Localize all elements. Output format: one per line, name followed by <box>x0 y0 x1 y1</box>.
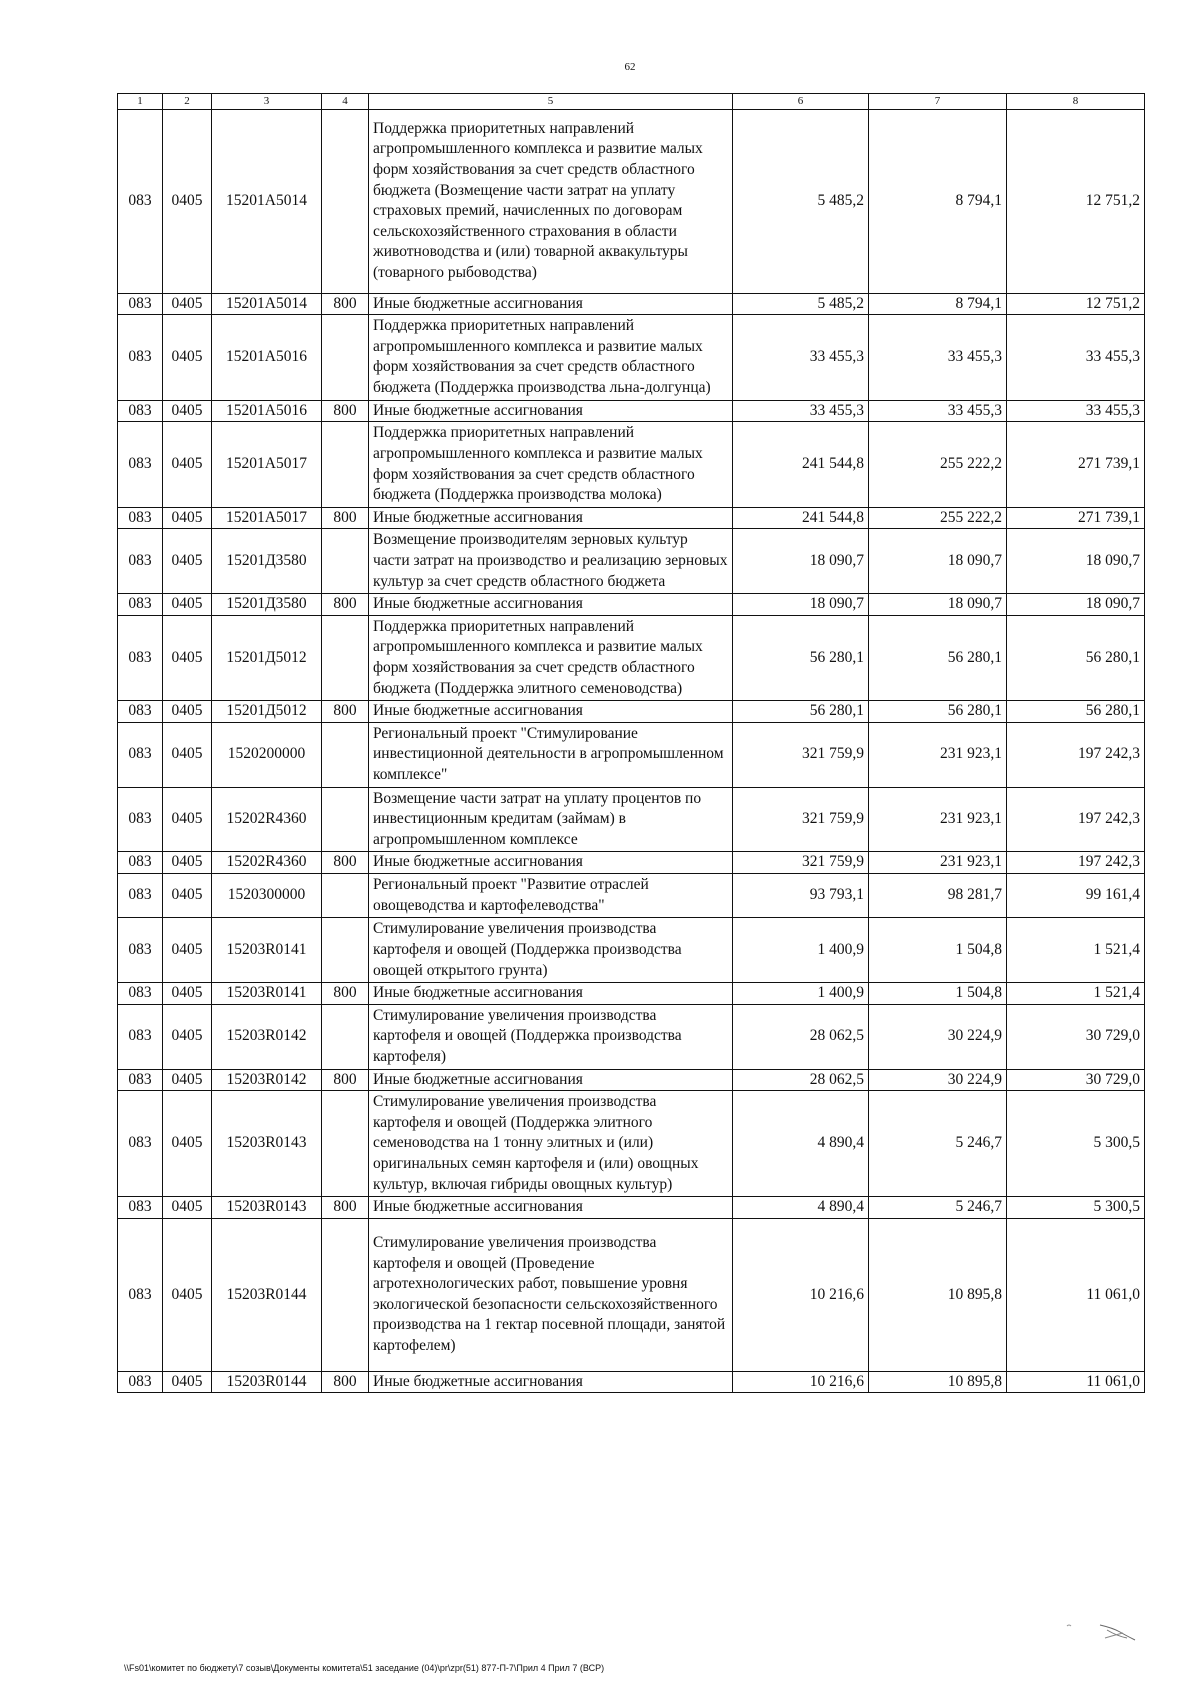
ministry-code: 083 <box>118 983 163 1005</box>
table-row <box>118 874 1145 918</box>
amount-year-3: 56 280,1 <box>1007 701 1145 723</box>
column-header-5: 5 <box>369 94 733 110</box>
section-code: 0405 <box>163 1197 212 1219</box>
expense-type-code: 800 <box>322 1197 369 1219</box>
amount-year-1: 321 759,9 <box>733 722 869 787</box>
expense-type-code <box>322 109 369 293</box>
table-row <box>118 701 1145 723</box>
item-description: Иные бюджетные ассигнования <box>369 1371 733 1393</box>
item-description: Возмещение части затрат на уплату процентов по инвестиционным кредитам (займам) в агропромышленном комплексе <box>369 787 733 852</box>
amount-year-3: 1 521,4 <box>1007 983 1145 1005</box>
target-article-code: 15203R0142 <box>212 1004 322 1069</box>
amount-year-3: 197 242,3 <box>1007 852 1145 874</box>
amount-year-2: 30 224,9 <box>869 1004 1007 1069</box>
amount-year-3: 18 090,7 <box>1007 594 1145 616</box>
expense-type-code: 800 <box>322 507 369 529</box>
amount-year-1: 321 759,9 <box>733 852 869 874</box>
item-description: Иные бюджетные ассигнования <box>369 293 733 315</box>
table-row <box>118 1069 1145 1091</box>
expense-type-code <box>322 422 369 507</box>
section-code: 0405 <box>163 701 212 723</box>
target-article-code: 15202R4360 <box>212 852 322 874</box>
amount-year-3: 11 061,0 <box>1007 1218 1145 1371</box>
section-code: 0405 <box>163 874 212 918</box>
amount-year-1: 18 090,7 <box>733 594 869 616</box>
expense-type-code <box>322 918 369 983</box>
section-code: 0405 <box>163 722 212 787</box>
target-article-code: 15201А5016 <box>212 315 322 400</box>
amount-year-1: 241 544,8 <box>733 507 869 529</box>
expense-type-code: 800 <box>322 983 369 1005</box>
table-row <box>118 1091 1145 1197</box>
table-row <box>118 615 1145 700</box>
amount-year-2: 231 923,1 <box>869 787 1007 852</box>
ministry-code: 083 <box>118 422 163 507</box>
table-row <box>118 1218 1145 1371</box>
amount-year-3: 12 751,2 <box>1007 293 1145 315</box>
expense-type-code <box>322 529 369 594</box>
column-header-6: 6 <box>733 94 869 110</box>
section-code: 0405 <box>163 1069 212 1091</box>
expense-type-code <box>322 787 369 852</box>
amount-year-2: 8 794,1 <box>869 109 1007 293</box>
ministry-code: 083 <box>118 529 163 594</box>
amount-year-2: 255 222,2 <box>869 507 1007 529</box>
expense-type-code: 800 <box>322 293 369 315</box>
target-article-code: 15201А5017 <box>212 422 322 507</box>
table-row <box>118 1197 1145 1219</box>
ministry-code: 083 <box>118 1371 163 1393</box>
section-code: 0405 <box>163 787 212 852</box>
item-description: Стимулирование увеличения производства картофеля и овощей (Поддержка элитного семеноводства на 1 тонну элитных и (или) оригинальных семян картофеля и (или) овощных культур, включая гибриды овощных культур) <box>369 1091 733 1197</box>
amount-year-3: 197 242,3 <box>1007 787 1145 852</box>
amount-year-3: 271 739,1 <box>1007 507 1145 529</box>
ministry-code: 083 <box>118 507 163 529</box>
column-header-1: 1 <box>118 94 163 110</box>
ministry-code: 083 <box>118 722 163 787</box>
table-row <box>118 787 1145 852</box>
ministry-code: 083 <box>118 400 163 422</box>
table-row <box>118 1004 1145 1069</box>
table-row <box>118 293 1145 315</box>
expense-type-code: 800 <box>322 852 369 874</box>
amount-year-3: 1 521,4 <box>1007 918 1145 983</box>
target-article-code: 15201А5014 <box>212 109 322 293</box>
amount-year-2: 98 281,7 <box>869 874 1007 918</box>
section-code: 0405 <box>163 1091 212 1197</box>
item-description: Иные бюджетные ассигнования <box>369 983 733 1005</box>
expense-type-code: 800 <box>322 594 369 616</box>
amount-year-1: 93 793,1 <box>733 874 869 918</box>
target-article-code: 15203R0144 <box>212 1218 322 1371</box>
amount-year-3: 197 242,3 <box>1007 722 1145 787</box>
section-code: 0405 <box>163 293 212 315</box>
item-description: Иные бюджетные ассигнования <box>369 400 733 422</box>
expense-type-code: 800 <box>322 1069 369 1091</box>
section-code: 0405 <box>163 1004 212 1069</box>
section-code: 0405 <box>163 918 212 983</box>
ministry-code: 083 <box>118 315 163 400</box>
ministry-code: 083 <box>118 1197 163 1219</box>
expense-type-code <box>322 1091 369 1197</box>
amount-year-3: 271 739,1 <box>1007 422 1145 507</box>
expense-type-code <box>322 1218 369 1371</box>
amount-year-2: 56 280,1 <box>869 701 1007 723</box>
target-article-code: 15203R0141 <box>212 918 322 983</box>
amount-year-1: 28 062,5 <box>733 1069 869 1091</box>
column-header-2: 2 <box>163 94 212 110</box>
amount-year-3: 56 280,1 <box>1007 615 1145 700</box>
column-header-8: 8 <box>1007 94 1145 110</box>
column-header-4: 4 <box>322 94 369 110</box>
item-description: Региональный проект "Стимулирование инвестиционной деятельности в агропромышленном комплексе" <box>369 722 733 787</box>
section-code: 0405 <box>163 852 212 874</box>
target-article-code: 15203R0143 <box>212 1091 322 1197</box>
item-description: Стимулирование увеличения производства картофеля и овощей (Проведение агротехнологических работ, повышение уровня экологической безопасности сельскохозяйственного производства на 1 гектар посевной площади, занятой картофелем) <box>369 1218 733 1371</box>
expense-type-code <box>322 722 369 787</box>
amount-year-3: 99 161,4 <box>1007 874 1145 918</box>
item-description: Стимулирование увеличения производства картофеля и овощей (Поддержка производства овощей открытого грунта) <box>369 918 733 983</box>
expense-type-code <box>322 1004 369 1069</box>
item-description: Стимулирование увеличения производства картофеля и овощей (Поддержка производства картофеля) <box>369 1004 733 1069</box>
section-code: 0405 <box>163 109 212 293</box>
amount-year-3: 33 455,3 <box>1007 315 1145 400</box>
amount-year-1: 33 455,3 <box>733 315 869 400</box>
amount-year-1: 4 890,4 <box>733 1197 869 1219</box>
amount-year-1: 28 062,5 <box>733 1004 869 1069</box>
section-code: 0405 <box>163 315 212 400</box>
ministry-code: 083 <box>118 293 163 315</box>
amount-year-1: 1 400,9 <box>733 983 869 1005</box>
ministry-code: 083 <box>118 852 163 874</box>
amount-year-2: 1 504,8 <box>869 918 1007 983</box>
table-row <box>118 983 1145 1005</box>
ministry-code: 083 <box>118 1069 163 1091</box>
target-article-code: 15203R0143 <box>212 1197 322 1219</box>
table-row <box>118 594 1145 616</box>
section-code: 0405 <box>163 594 212 616</box>
column-number-header <box>118 94 1145 110</box>
table-row <box>118 400 1145 422</box>
item-description: Иные бюджетные ассигнования <box>369 1069 733 1091</box>
table-row <box>118 1371 1145 1393</box>
item-description: Возмещение производителям зерновых культур части затрат на производство и реализацию зерновых культур за счет средств областного бюджета <box>369 529 733 594</box>
target-article-code: 15201Д5012 <box>212 615 322 700</box>
ministry-code: 083 <box>118 918 163 983</box>
table-row <box>118 109 1145 293</box>
amount-year-1: 18 090,7 <box>733 529 869 594</box>
amount-year-3: 11 061,0 <box>1007 1371 1145 1393</box>
amount-year-2: 56 280,1 <box>869 615 1007 700</box>
amount-year-1: 241 544,8 <box>733 422 869 507</box>
amount-year-2: 33 455,3 <box>869 315 1007 400</box>
target-article-code: 1520200000 <box>212 722 322 787</box>
amount-year-2: 5 246,7 <box>869 1197 1007 1219</box>
target-article-code: 15201А5017 <box>212 507 322 529</box>
signature-mark <box>1065 1618 1145 1658</box>
budget-table <box>117 93 1145 1393</box>
amount-year-2: 231 923,1 <box>869 852 1007 874</box>
amount-year-2: 33 455,3 <box>869 400 1007 422</box>
amount-year-1: 10 216,6 <box>733 1371 869 1393</box>
section-code: 0405 <box>163 1218 212 1371</box>
target-article-code: 15202R4360 <box>212 787 322 852</box>
amount-year-1: 56 280,1 <box>733 701 869 723</box>
target-article-code: 15201Д3580 <box>212 529 322 594</box>
item-description: Поддержка приоритетных направлений агропромышленного комплекса и развитие малых форм хозяйствования за счет средств областного бюджета (Поддержка производства молока) <box>369 422 733 507</box>
target-article-code: 15203R0144 <box>212 1371 322 1393</box>
table-row <box>118 529 1145 594</box>
expense-type-code <box>322 874 369 918</box>
footer-file-path: \\Fs01\комитет по бюджету\7 созыв\Документы комитета\51 заседание (04)\pr\zpr(51) 877-П-7\Прил 4 Прил 7 (ВСР) <box>124 1663 605 1673</box>
ministry-code: 083 <box>118 1004 163 1069</box>
target-article-code: 1520300000 <box>212 874 322 918</box>
amount-year-2: 10 895,8 <box>869 1371 1007 1393</box>
section-code: 0405 <box>163 983 212 1005</box>
ministry-code: 083 <box>118 615 163 700</box>
amount-year-2: 8 794,1 <box>869 293 1007 315</box>
amount-year-1: 33 455,3 <box>733 400 869 422</box>
item-description: Иные бюджетные ассигнования <box>369 507 733 529</box>
page-number: 62 <box>624 61 636 73</box>
amount-year-1: 5 485,2 <box>733 109 869 293</box>
target-article-code: 15203R0141 <box>212 983 322 1005</box>
amount-year-2: 5 246,7 <box>869 1091 1007 1197</box>
ministry-code: 083 <box>118 109 163 293</box>
expense-type-code: 800 <box>322 1371 369 1393</box>
target-article-code: 15201А5014 <box>212 293 322 315</box>
amount-year-2: 231 923,1 <box>869 722 1007 787</box>
item-description: Поддержка приоритетных направлений агропромышленного комплекса и развитие малых форм хозяйствования за счет средств областного бюджета (Поддержка элитного семеноводства) <box>369 615 733 700</box>
section-code: 0405 <box>163 1371 212 1393</box>
item-description: Иные бюджетные ассигнования <box>369 852 733 874</box>
item-description: Иные бюджетные ассигнования <box>369 594 733 616</box>
item-description: Поддержка приоритетных направлений агропромышленного комплекса и развитие малых форм хозяйствования за счет средств областного бюджета (Возмещение части затрат на уплату страховых премий, начисленных по договорам сельскохозяйственного страхования в области животноводства и (или) товарной аквакультуры (товарного рыбоводства) <box>369 109 733 293</box>
item-description: Поддержка приоритетных направлений агропромышленного комплекса и развитие малых форм хозяйствования за счет средств областного бюджета (Поддержка производства льна-долгунца) <box>369 315 733 400</box>
expense-type-code: 800 <box>322 701 369 723</box>
amount-year-2: 255 222,2 <box>869 422 1007 507</box>
amount-year-2: 1 504,8 <box>869 983 1007 1005</box>
amount-year-1: 321 759,9 <box>733 787 869 852</box>
amount-year-1: 5 485,2 <box>733 293 869 315</box>
amount-year-2: 18 090,7 <box>869 529 1007 594</box>
section-code: 0405 <box>163 507 212 529</box>
target-article-code: 15201А5016 <box>212 400 322 422</box>
amount-year-1: 1 400,9 <box>733 918 869 983</box>
amount-year-2: 30 224,9 <box>869 1069 1007 1091</box>
column-header-3: 3 <box>212 94 322 110</box>
ministry-code: 083 <box>118 594 163 616</box>
table-row <box>118 722 1145 787</box>
item-description: Иные бюджетные ассигнования <box>369 1197 733 1219</box>
table-row <box>118 852 1145 874</box>
section-code: 0405 <box>163 422 212 507</box>
section-code: 0405 <box>163 529 212 594</box>
ministry-code: 083 <box>118 874 163 918</box>
table-row <box>118 315 1145 400</box>
amount-year-3: 5 300,5 <box>1007 1091 1145 1197</box>
amount-year-2: 18 090,7 <box>869 594 1007 616</box>
amount-year-3: 30 729,0 <box>1007 1069 1145 1091</box>
target-article-code: 15201Д5012 <box>212 701 322 723</box>
table-row <box>118 507 1145 529</box>
item-description: Региональный проект "Развитие отраслей овощеводства и картофелеводства" <box>369 874 733 918</box>
amount-year-3: 30 729,0 <box>1007 1004 1145 1069</box>
item-description: Иные бюджетные ассигнования <box>369 701 733 723</box>
amount-year-2: 10 895,8 <box>869 1218 1007 1371</box>
column-header-7: 7 <box>869 94 1007 110</box>
expense-type-code: 800 <box>322 400 369 422</box>
section-code: 0405 <box>163 615 212 700</box>
amount-year-1: 10 216,6 <box>733 1218 869 1371</box>
ministry-code: 083 <box>118 1218 163 1371</box>
expense-type-code <box>322 315 369 400</box>
amount-year-3: 33 455,3 <box>1007 400 1145 422</box>
table-row <box>118 918 1145 983</box>
ministry-code: 083 <box>118 1091 163 1197</box>
amount-year-3: 18 090,7 <box>1007 529 1145 594</box>
amount-year-3: 12 751,2 <box>1007 109 1145 293</box>
target-article-code: 15201Д3580 <box>212 594 322 616</box>
amount-year-3: 5 300,5 <box>1007 1197 1145 1219</box>
table-row <box>118 422 1145 507</box>
target-article-code: 15203R0142 <box>212 1069 322 1091</box>
ministry-code: 083 <box>118 701 163 723</box>
amount-year-1: 4 890,4 <box>733 1091 869 1197</box>
ministry-code: 083 <box>118 787 163 852</box>
expense-type-code <box>322 615 369 700</box>
amount-year-1: 56 280,1 <box>733 615 869 700</box>
section-code: 0405 <box>163 400 212 422</box>
